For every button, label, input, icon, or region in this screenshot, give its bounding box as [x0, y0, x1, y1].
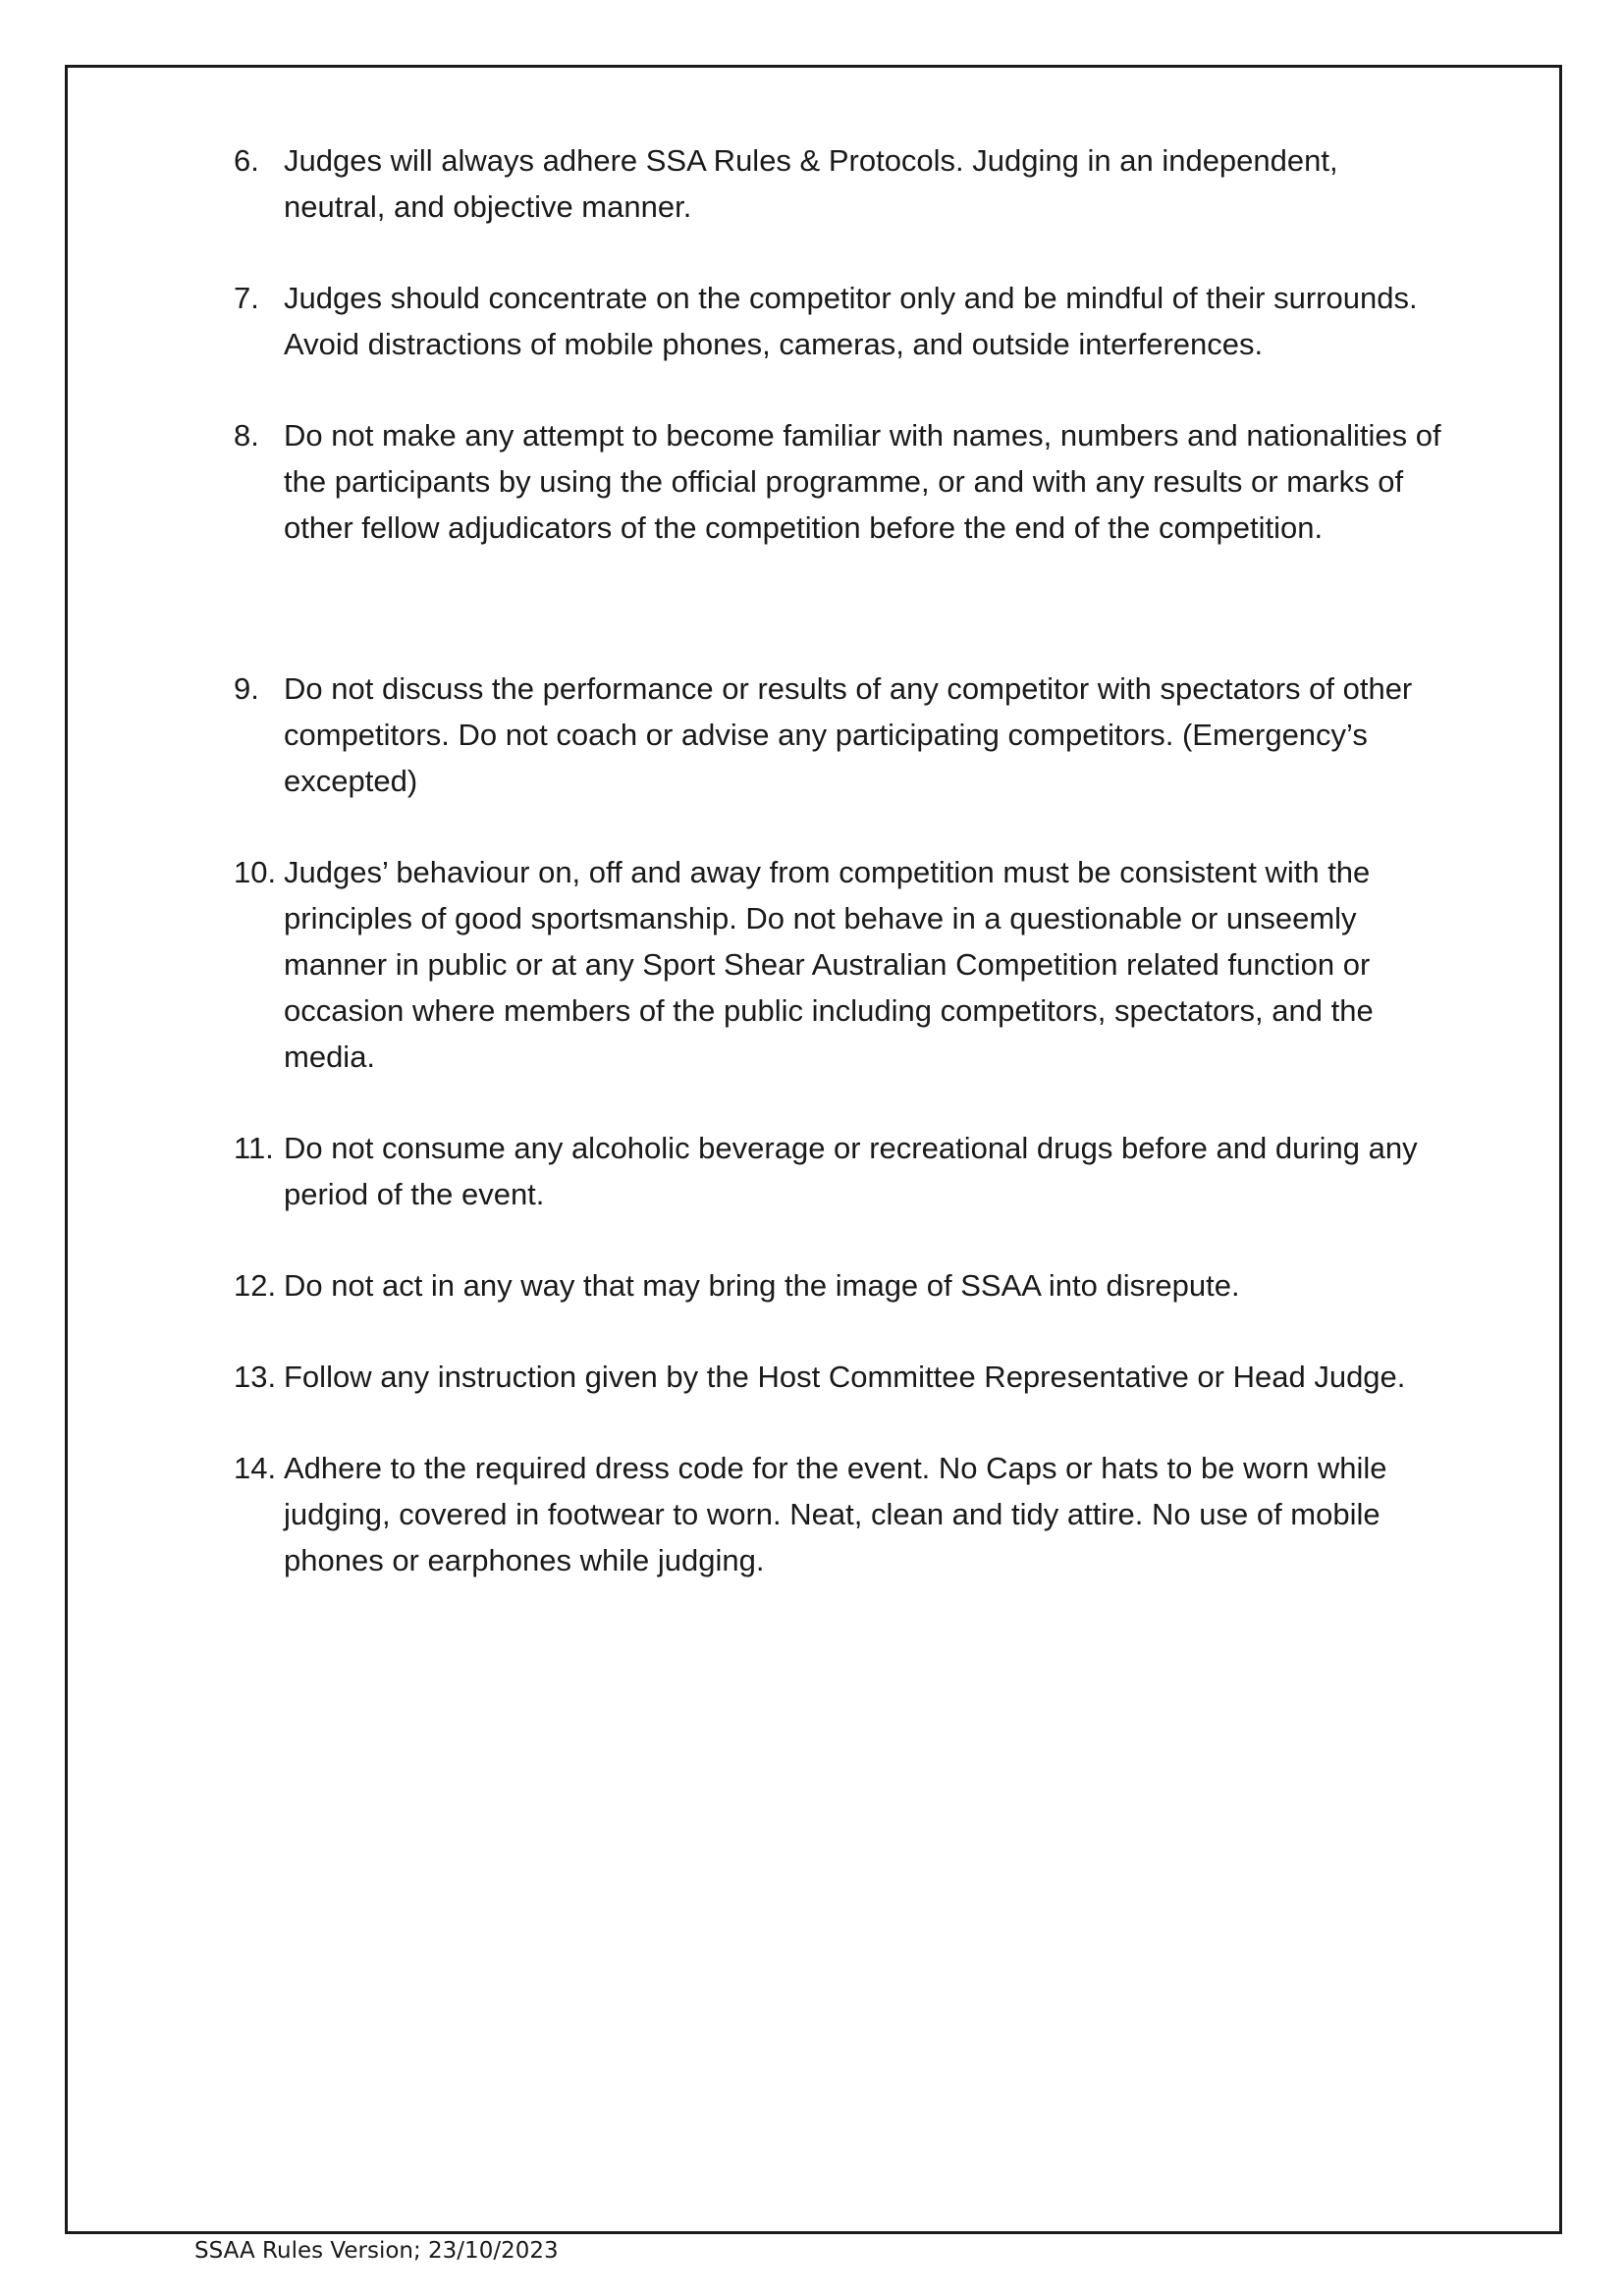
rule-number: 12.	[234, 1268, 277, 1303]
rule-number: 8.	[234, 418, 259, 453]
rule-text: Judges’ behaviour on, off and away from competition must be consistent with the principles of good sportsmanship. Do not behave in a questionable or unseemly manner in public or at any Sport Shear Australian Competition related function or occasion where members of the public including competitors, spectators, and the media.	[284, 855, 1374, 1074]
rule-item-7	[234, 275, 1441, 367]
rule-number: 7.	[234, 281, 259, 315]
rule-item-14	[234, 1445, 1441, 1583]
rules-list	[234, 137, 1441, 1629]
rule-text: Do not make any attempt to become familiar with names, numbers and nationalities of the participants by using the official programme, or and with any results or marks of other fellow adjudicators of the competition before the end of the competition.	[284, 418, 1441, 545]
rule-text: Follow any instruction given by the Host Committee Representative or Head Judge.	[284, 1360, 1406, 1394]
rule-number: 6.	[234, 143, 259, 178]
rule-item-9	[234, 666, 1441, 804]
rule-text: Do not act in any way that may bring the image of SSAA into disrepute.	[284, 1268, 1240, 1303]
rule-number: 9.	[234, 671, 259, 706]
rule-text: Do not discuss the performance or results of any competitor with spectators of other competitors. Do not coach or advise any participating competitors. (Emergency’s excepted)	[284, 671, 1413, 798]
rule-text: Judges should concentrate on the competitor only and be mindful of their surrounds. Avoid distractions of mobile phones, cameras, and outside interferences.	[284, 281, 1418, 361]
rule-number: 11.	[234, 1131, 274, 1165]
rule-text: Do not consume any alcoholic beverage or recreational drugs before and during any period of the event.	[284, 1131, 1418, 1211]
rule-text: Adhere to the required dress code for the event. No Caps or hats to be worn while judging, covered in footwear to worn. Neat, clean and tidy attire. No use of mobile phones or earphones while judging.	[284, 1451, 1387, 1577]
rule-item-10	[234, 849, 1441, 1080]
rule-item-8	[234, 412, 1441, 551]
rule-item-11	[234, 1125, 1441, 1217]
rule-item-6	[234, 137, 1441, 230]
rule-number: 10.	[234, 855, 277, 889]
footer-version: SSAA Rules Version; 23/10/2023	[194, 2238, 559, 2264]
rule-number: 14.	[234, 1451, 277, 1485]
rule-text: Judges will always adhere SSA Rules & Protocols. Judging in an independent, neutral, and objective manner.	[284, 143, 1338, 224]
rule-item-13	[234, 1354, 1441, 1400]
rule-item-12	[234, 1262, 1441, 1308]
rule-number: 13.	[234, 1360, 277, 1394]
